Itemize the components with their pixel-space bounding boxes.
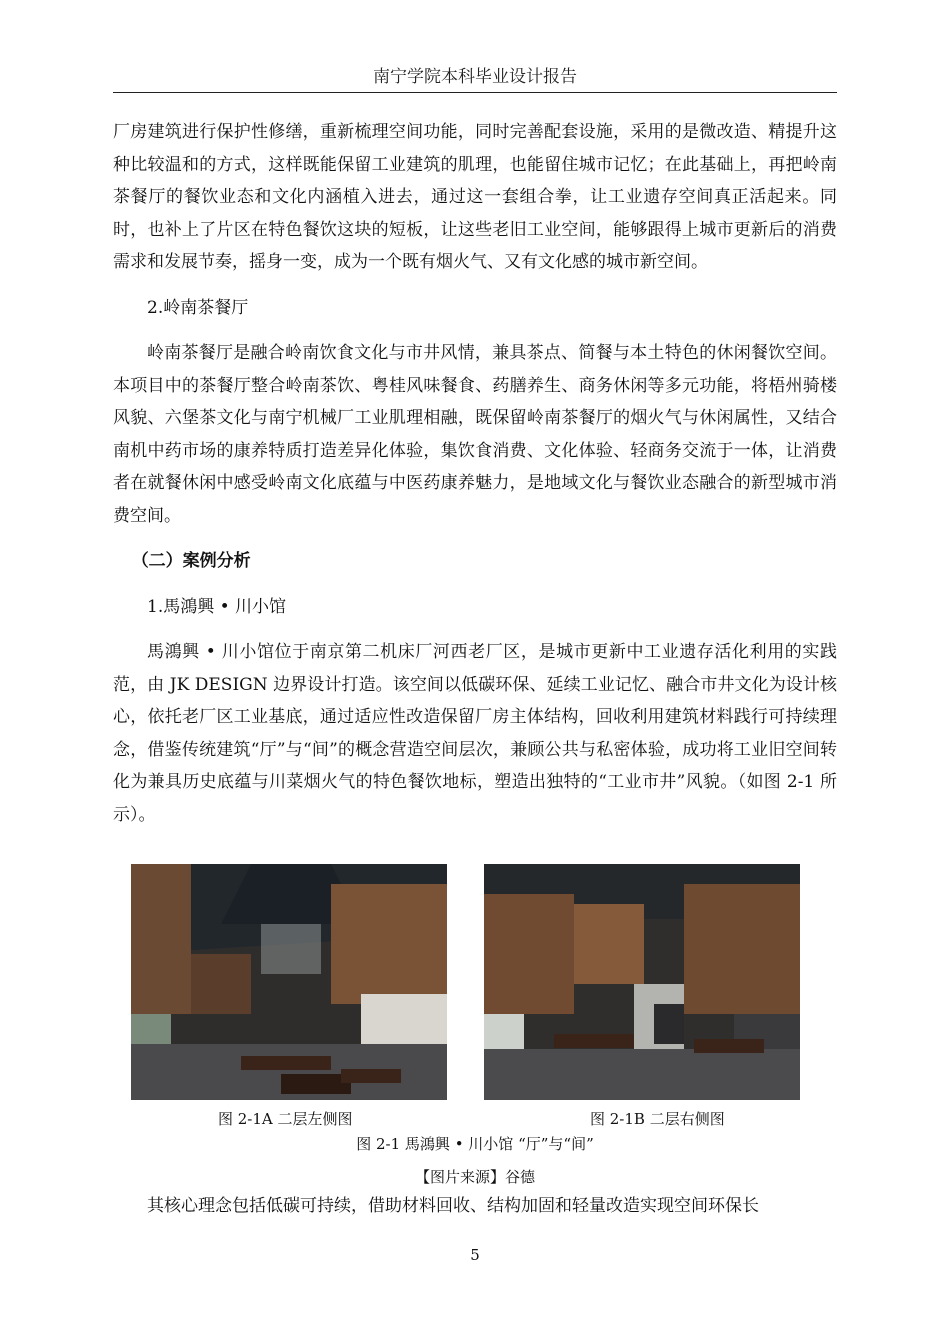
photo-left-interior <box>131 864 447 1100</box>
header-title: 南宁学院本科毕业设计报告 <box>373 67 577 87</box>
section-heading: （二）案例分析 <box>131 551 251 571</box>
paragraph-3: 馬鴻興 • 川小馆位于南京第二机床厂河西老厂区，是城市更新中工业遗存活化利用的实践范，由 JK DESIGN 边界设计打造。该空间以低碳环保、延续工业记忆、融合市井文化为设计核心，依托老厂区工业基底，通过适应性改造保留厂房主体结构，回收利用建筑材料践行可持续理念，借鉴传统建筑“厅”与“间”的概念营造空间层次，兼顾公共与私密体验，成功将工业旧空间转化为兼具历史底蕴与川菜烟火气的特色餐饮地标，塑造出独特的“工业市井”风貌。（如图 2-1 所示）。 <box>113 642 837 825</box>
figure-source: 【图片来源】谷德 <box>414 1168 535 1186</box>
paragraph-1: 厂房建筑进行保护性修缮，重新梳理空间功能，同时完善配套设施，采用的是微改造、精提升这种比较温和的方式，这样既能保留工业建筑的肌理，也能留住城市记忆；在此基础上，再把岭南茶餐厅的餐饮业态和文化内涵植入进去，通过这一套组合拳，让工业遗存空间真正活起来。同时，也补上了片区在特色餐饮这块的短板，让这些老旧工业空间，能够跟得上城市更新后的消费需求和发展节奏，摇身一变，成为一个既有烟火气、又有文化感的城市新空间。 <box>113 122 837 272</box>
caption-figure-b: 图 2-1B 二层右侧图 <box>590 1110 725 1128</box>
subheading-lingnan: 2.岭南茶餐厅 <box>147 297 249 318</box>
paragraph-2: 岭南茶餐厅是融合岭南饮食文化与市井风情，兼具茶点、简餐与本土特色的休闲餐饮空间。本项目中的茶餐厅整合岭南茶饮、粤桂风味餐食、药膳养生、商务休闲等多元功能，将梧州骑楼风貌、六堡茶文化与南宁机械厂工业肌理相融，既保留岭南茶餐厅的烟火气与休闲属性，又结合南机中药市场的康养特质打造差异化体验，集饮食消费、文化体验、轻商务交流于一体，让消费者在就餐休闲中感受岭南文化底蕴与中医药康养魅力，是地域文化与餐饮业态融合的新型城市消费空间。 <box>113 343 837 526</box>
caption-figure-a: 图 2-1A 二层左侧图 <box>218 1110 353 1128</box>
photo-right-interior <box>484 864 800 1100</box>
subheading-case: 1.馬鴻興 • 川小馆 <box>147 596 287 617</box>
paragraph-4: 其核心理念包括低碳可持续，借助材料回收、结构加固和轻量改造实现空间环保长 <box>147 1196 759 1216</box>
figure-images <box>0 864 950 1100</box>
caption-figure-main: 图 2-1 馬鴻興 • 川小馆 “厅”与“间” <box>356 1135 594 1153</box>
page-number: 5 <box>470 1246 480 1264</box>
body-text-top <box>113 116 837 831</box>
page-header <box>113 62 837 93</box>
body-text-bottom <box>113 1190 837 1223</box>
